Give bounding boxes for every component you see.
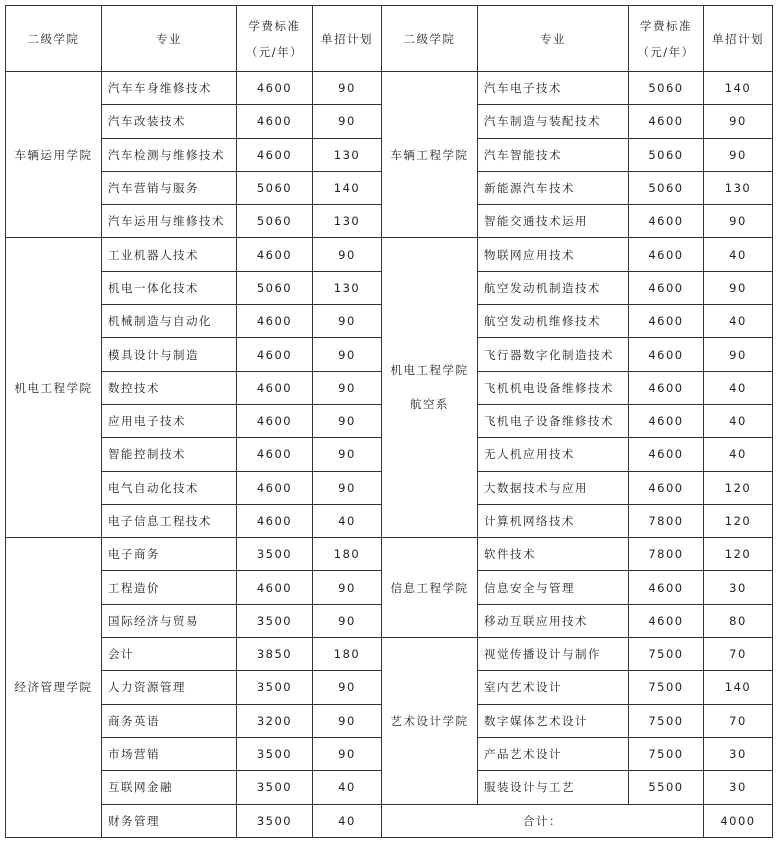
enrollment-table bbox=[5, 5, 773, 838]
left-major-cell: 机电一体化技术 bbox=[102, 271, 237, 304]
header-row bbox=[6, 6, 773, 72]
right-fee-cell: 7500 bbox=[629, 638, 704, 671]
left-college-cell: 经济管理学院 bbox=[6, 538, 102, 838]
right-major-cell: 视觉传播设计与制作 bbox=[478, 638, 629, 671]
left-fee-cell: 3200 bbox=[237, 704, 313, 737]
right-college-cell: 艺术设计学院 bbox=[382, 638, 478, 804]
right-major-cell: 智能交通技术运用 bbox=[478, 205, 629, 238]
right-major-cell: 物联网应用技术 bbox=[478, 238, 629, 271]
header-fee bbox=[237, 6, 313, 72]
left-major-cell: 电子信息工程技术 bbox=[102, 504, 237, 537]
right-major-cell: 信息安全与管理 bbox=[478, 571, 629, 604]
right-fee-cell: 4600 bbox=[629, 205, 704, 238]
left-major-cell: 会计 bbox=[102, 638, 237, 671]
left-fee-cell: 4600 bbox=[237, 404, 313, 437]
right-plan-cell: 120 bbox=[704, 538, 773, 571]
left-fee-cell: 4600 bbox=[237, 105, 313, 138]
left-plan-cell: 40 bbox=[313, 771, 382, 804]
right-plan-cell: 80 bbox=[704, 604, 773, 637]
right-fee-cell: 4600 bbox=[629, 238, 704, 271]
table-body bbox=[6, 72, 773, 838]
header-plan-right: 单招计划 bbox=[704, 6, 773, 72]
right-major-cell: 汽车电子技术 bbox=[478, 72, 629, 105]
right-college-cell: 信息工程学院 bbox=[382, 538, 478, 638]
left-major-cell: 智能控制技术 bbox=[102, 438, 237, 471]
left-fee-cell: 4600 bbox=[237, 72, 313, 105]
left-major-cell: 应用电子技术 bbox=[102, 404, 237, 437]
right-fee-cell: 4600 bbox=[629, 404, 704, 437]
right-plan-cell: 90 bbox=[704, 205, 773, 238]
left-fee-cell: 4600 bbox=[237, 305, 313, 338]
left-major-cell: 汽车营销与服务 bbox=[102, 171, 237, 204]
left-major-cell: 电气自动化技术 bbox=[102, 471, 237, 504]
right-fee-cell: 7500 bbox=[629, 737, 704, 770]
left-college-cell: 机电工程学院 bbox=[6, 238, 102, 538]
right-college-cell bbox=[382, 238, 478, 538]
left-major-cell: 模具设计与制造 bbox=[102, 338, 237, 371]
right-plan-cell: 120 bbox=[704, 471, 773, 504]
right-plan-cell: 90 bbox=[704, 338, 773, 371]
left-major-cell: 数控技术 bbox=[102, 371, 237, 404]
left-plan-cell: 90 bbox=[313, 671, 382, 704]
right-major-cell: 产品艺术设计 bbox=[478, 737, 629, 770]
right-major-cell: 航空发动机维修技术 bbox=[478, 305, 629, 338]
left-plan-cell: 40 bbox=[313, 504, 382, 537]
left-fee-cell: 5060 bbox=[237, 205, 313, 238]
right-plan-cell: 30 bbox=[704, 571, 773, 604]
right-major-cell: 数字媒体艺术设计 bbox=[478, 704, 629, 737]
left-plan-cell: 180 bbox=[313, 638, 382, 671]
left-fee-cell: 4600 bbox=[237, 471, 313, 504]
right-major-cell: 航空发动机制造技术 bbox=[478, 271, 629, 304]
header-fee-line1-right: 学费标准 bbox=[640, 18, 692, 33]
left-plan-cell: 90 bbox=[313, 571, 382, 604]
right-plan-cell: 130 bbox=[704, 171, 773, 204]
left-plan-cell: 90 bbox=[313, 404, 382, 437]
left-major-cell: 人力资源管理 bbox=[102, 671, 237, 704]
left-fee-cell: 5060 bbox=[237, 171, 313, 204]
right-plan-cell: 140 bbox=[704, 671, 773, 704]
left-fee-cell: 3500 bbox=[237, 771, 313, 804]
right-fee-cell: 5060 bbox=[629, 72, 704, 105]
right-fee-cell: 5500 bbox=[629, 771, 704, 804]
right-fee-cell: 7800 bbox=[629, 504, 704, 537]
right-major-cell: 计算机网络技术 bbox=[478, 504, 629, 537]
right-plan-cell: 70 bbox=[704, 638, 773, 671]
right-fee-cell: 4600 bbox=[629, 471, 704, 504]
left-major-cell: 机械制造与自动化 bbox=[102, 305, 237, 338]
left-major-cell: 财务管理 bbox=[102, 804, 237, 837]
left-major-cell: 商务英语 bbox=[102, 704, 237, 737]
right-plan-cell: 30 bbox=[704, 737, 773, 770]
right-plan-cell: 40 bbox=[704, 404, 773, 437]
left-major-cell: 汽车改装技术 bbox=[102, 105, 237, 138]
right-major-cell: 飞机机电设备维修技术 bbox=[478, 371, 629, 404]
left-fee-cell: 4600 bbox=[237, 238, 313, 271]
right-fee-cell: 4600 bbox=[629, 305, 704, 338]
left-fee-cell: 4600 bbox=[237, 338, 313, 371]
right-fee-cell: 4600 bbox=[629, 604, 704, 637]
right-plan-cell: 90 bbox=[704, 271, 773, 304]
header-fee-right bbox=[629, 6, 704, 72]
left-plan-cell: 130 bbox=[313, 271, 382, 304]
left-plan-cell: 90 bbox=[313, 105, 382, 138]
left-plan-cell: 90 bbox=[313, 737, 382, 770]
right-fee-cell: 7500 bbox=[629, 671, 704, 704]
right-major-cell: 飞行器数字化制造技术 bbox=[478, 338, 629, 371]
left-major-cell: 国际经济与贸易 bbox=[102, 604, 237, 637]
left-fee-cell: 4600 bbox=[237, 504, 313, 537]
right-plan-cell: 40 bbox=[704, 438, 773, 471]
table-row bbox=[6, 804, 773, 837]
header-college-right: 二级学院 bbox=[382, 6, 478, 72]
left-plan-cell: 90 bbox=[313, 471, 382, 504]
left-plan-cell: 140 bbox=[313, 171, 382, 204]
left-plan-cell: 130 bbox=[313, 138, 382, 171]
right-fee-cell: 4600 bbox=[629, 105, 704, 138]
left-fee-cell: 3500 bbox=[237, 538, 313, 571]
right-major-cell: 汽车智能技术 bbox=[478, 138, 629, 171]
right-college-name: 机电工程学院 bbox=[390, 363, 469, 378]
header-fee-line1: 学费标准 bbox=[248, 18, 301, 33]
left-major-cell: 市场营销 bbox=[102, 737, 237, 770]
left-major-cell: 电子商务 bbox=[102, 538, 237, 571]
left-major-cell: 工程造价 bbox=[102, 571, 237, 604]
left-plan-cell: 90 bbox=[313, 604, 382, 637]
left-college-cell: 车辆运用学院 bbox=[6, 72, 102, 238]
right-major-cell: 无人机应用技术 bbox=[478, 438, 629, 471]
left-plan-cell: 90 bbox=[313, 338, 382, 371]
right-major-cell: 飞机电子设备维修技术 bbox=[478, 404, 629, 437]
right-fee-cell: 5060 bbox=[629, 171, 704, 204]
left-major-cell: 汽车车身维修技术 bbox=[102, 72, 237, 105]
table-row bbox=[6, 538, 773, 571]
right-college-cell: 车辆工程学院 bbox=[382, 72, 478, 238]
header-major: 专业 bbox=[102, 6, 237, 72]
right-plan-cell: 40 bbox=[704, 371, 773, 404]
left-plan-cell: 130 bbox=[313, 205, 382, 238]
left-plan-cell: 90 bbox=[313, 305, 382, 338]
left-fee-cell: 4600 bbox=[237, 371, 313, 404]
left-fee-cell: 3500 bbox=[237, 737, 313, 770]
left-fee-cell: 4600 bbox=[237, 571, 313, 604]
left-major-cell: 汽车检测与维修技术 bbox=[102, 138, 237, 171]
right-plan-cell: 40 bbox=[704, 238, 773, 271]
left-plan-cell: 180 bbox=[313, 538, 382, 571]
right-plan-cell: 90 bbox=[704, 138, 773, 171]
left-major-cell: 工业机器人技术 bbox=[102, 238, 237, 271]
right-major-cell: 软件技术 bbox=[478, 538, 629, 571]
left-plan-cell: 90 bbox=[313, 438, 382, 471]
left-plan-cell: 90 bbox=[313, 371, 382, 404]
right-fee-cell: 4600 bbox=[629, 371, 704, 404]
right-fee-cell: 4600 bbox=[629, 438, 704, 471]
right-major-cell: 服装设计与工艺 bbox=[478, 771, 629, 804]
left-plan-cell: 90 bbox=[313, 704, 382, 737]
left-fee-cell: 3500 bbox=[237, 671, 313, 704]
right-major-cell: 汽车制造与装配技术 bbox=[478, 105, 629, 138]
left-plan-cell: 90 bbox=[313, 72, 382, 105]
table-row bbox=[6, 238, 773, 271]
right-fee-cell: 4600 bbox=[629, 571, 704, 604]
left-major-cell: 汽车运用与维修技术 bbox=[102, 205, 237, 238]
right-major-cell: 大数据技术与应用 bbox=[478, 471, 629, 504]
right-fee-cell: 4600 bbox=[629, 338, 704, 371]
right-fee-cell: 7800 bbox=[629, 538, 704, 571]
total-value-cell: 4000 bbox=[704, 804, 773, 837]
left-fee-cell: 4600 bbox=[237, 138, 313, 171]
right-college-name: 航空系 bbox=[410, 397, 449, 412]
right-fee-cell: 4600 bbox=[629, 271, 704, 304]
total-label-cell: 合计： bbox=[382, 804, 704, 837]
table-row bbox=[6, 72, 773, 105]
right-major-cell: 移动互联应用技术 bbox=[478, 604, 629, 637]
left-fee-cell: 3850 bbox=[237, 638, 313, 671]
header-fee-line2: （元/年） bbox=[245, 44, 304, 59]
left-plan-cell: 40 bbox=[313, 804, 382, 837]
left-fee-cell: 4600 bbox=[237, 438, 313, 471]
table-row bbox=[6, 638, 773, 671]
right-fee-cell: 5060 bbox=[629, 138, 704, 171]
right-plan-cell: 140 bbox=[704, 72, 773, 105]
header-plan: 单招计划 bbox=[313, 6, 382, 72]
right-major-cell: 新能源汽车技术 bbox=[478, 171, 629, 204]
header-major-right: 专业 bbox=[478, 6, 629, 72]
right-plan-cell: 120 bbox=[704, 504, 773, 537]
left-plan-cell: 90 bbox=[313, 238, 382, 271]
right-plan-cell: 40 bbox=[704, 305, 773, 338]
header-fee-line2-right: （元/年） bbox=[637, 44, 695, 59]
left-fee-cell: 5060 bbox=[237, 271, 313, 304]
right-fee-cell: 7500 bbox=[629, 704, 704, 737]
right-plan-cell: 30 bbox=[704, 771, 773, 804]
left-fee-cell: 3500 bbox=[237, 804, 313, 837]
header-college: 二级学院 bbox=[6, 6, 102, 72]
left-major-cell: 互联网金融 bbox=[102, 771, 237, 804]
left-fee-cell: 3500 bbox=[237, 604, 313, 637]
right-plan-cell: 90 bbox=[704, 105, 773, 138]
right-plan-cell: 70 bbox=[704, 704, 773, 737]
right-major-cell: 室内艺术设计 bbox=[478, 671, 629, 704]
